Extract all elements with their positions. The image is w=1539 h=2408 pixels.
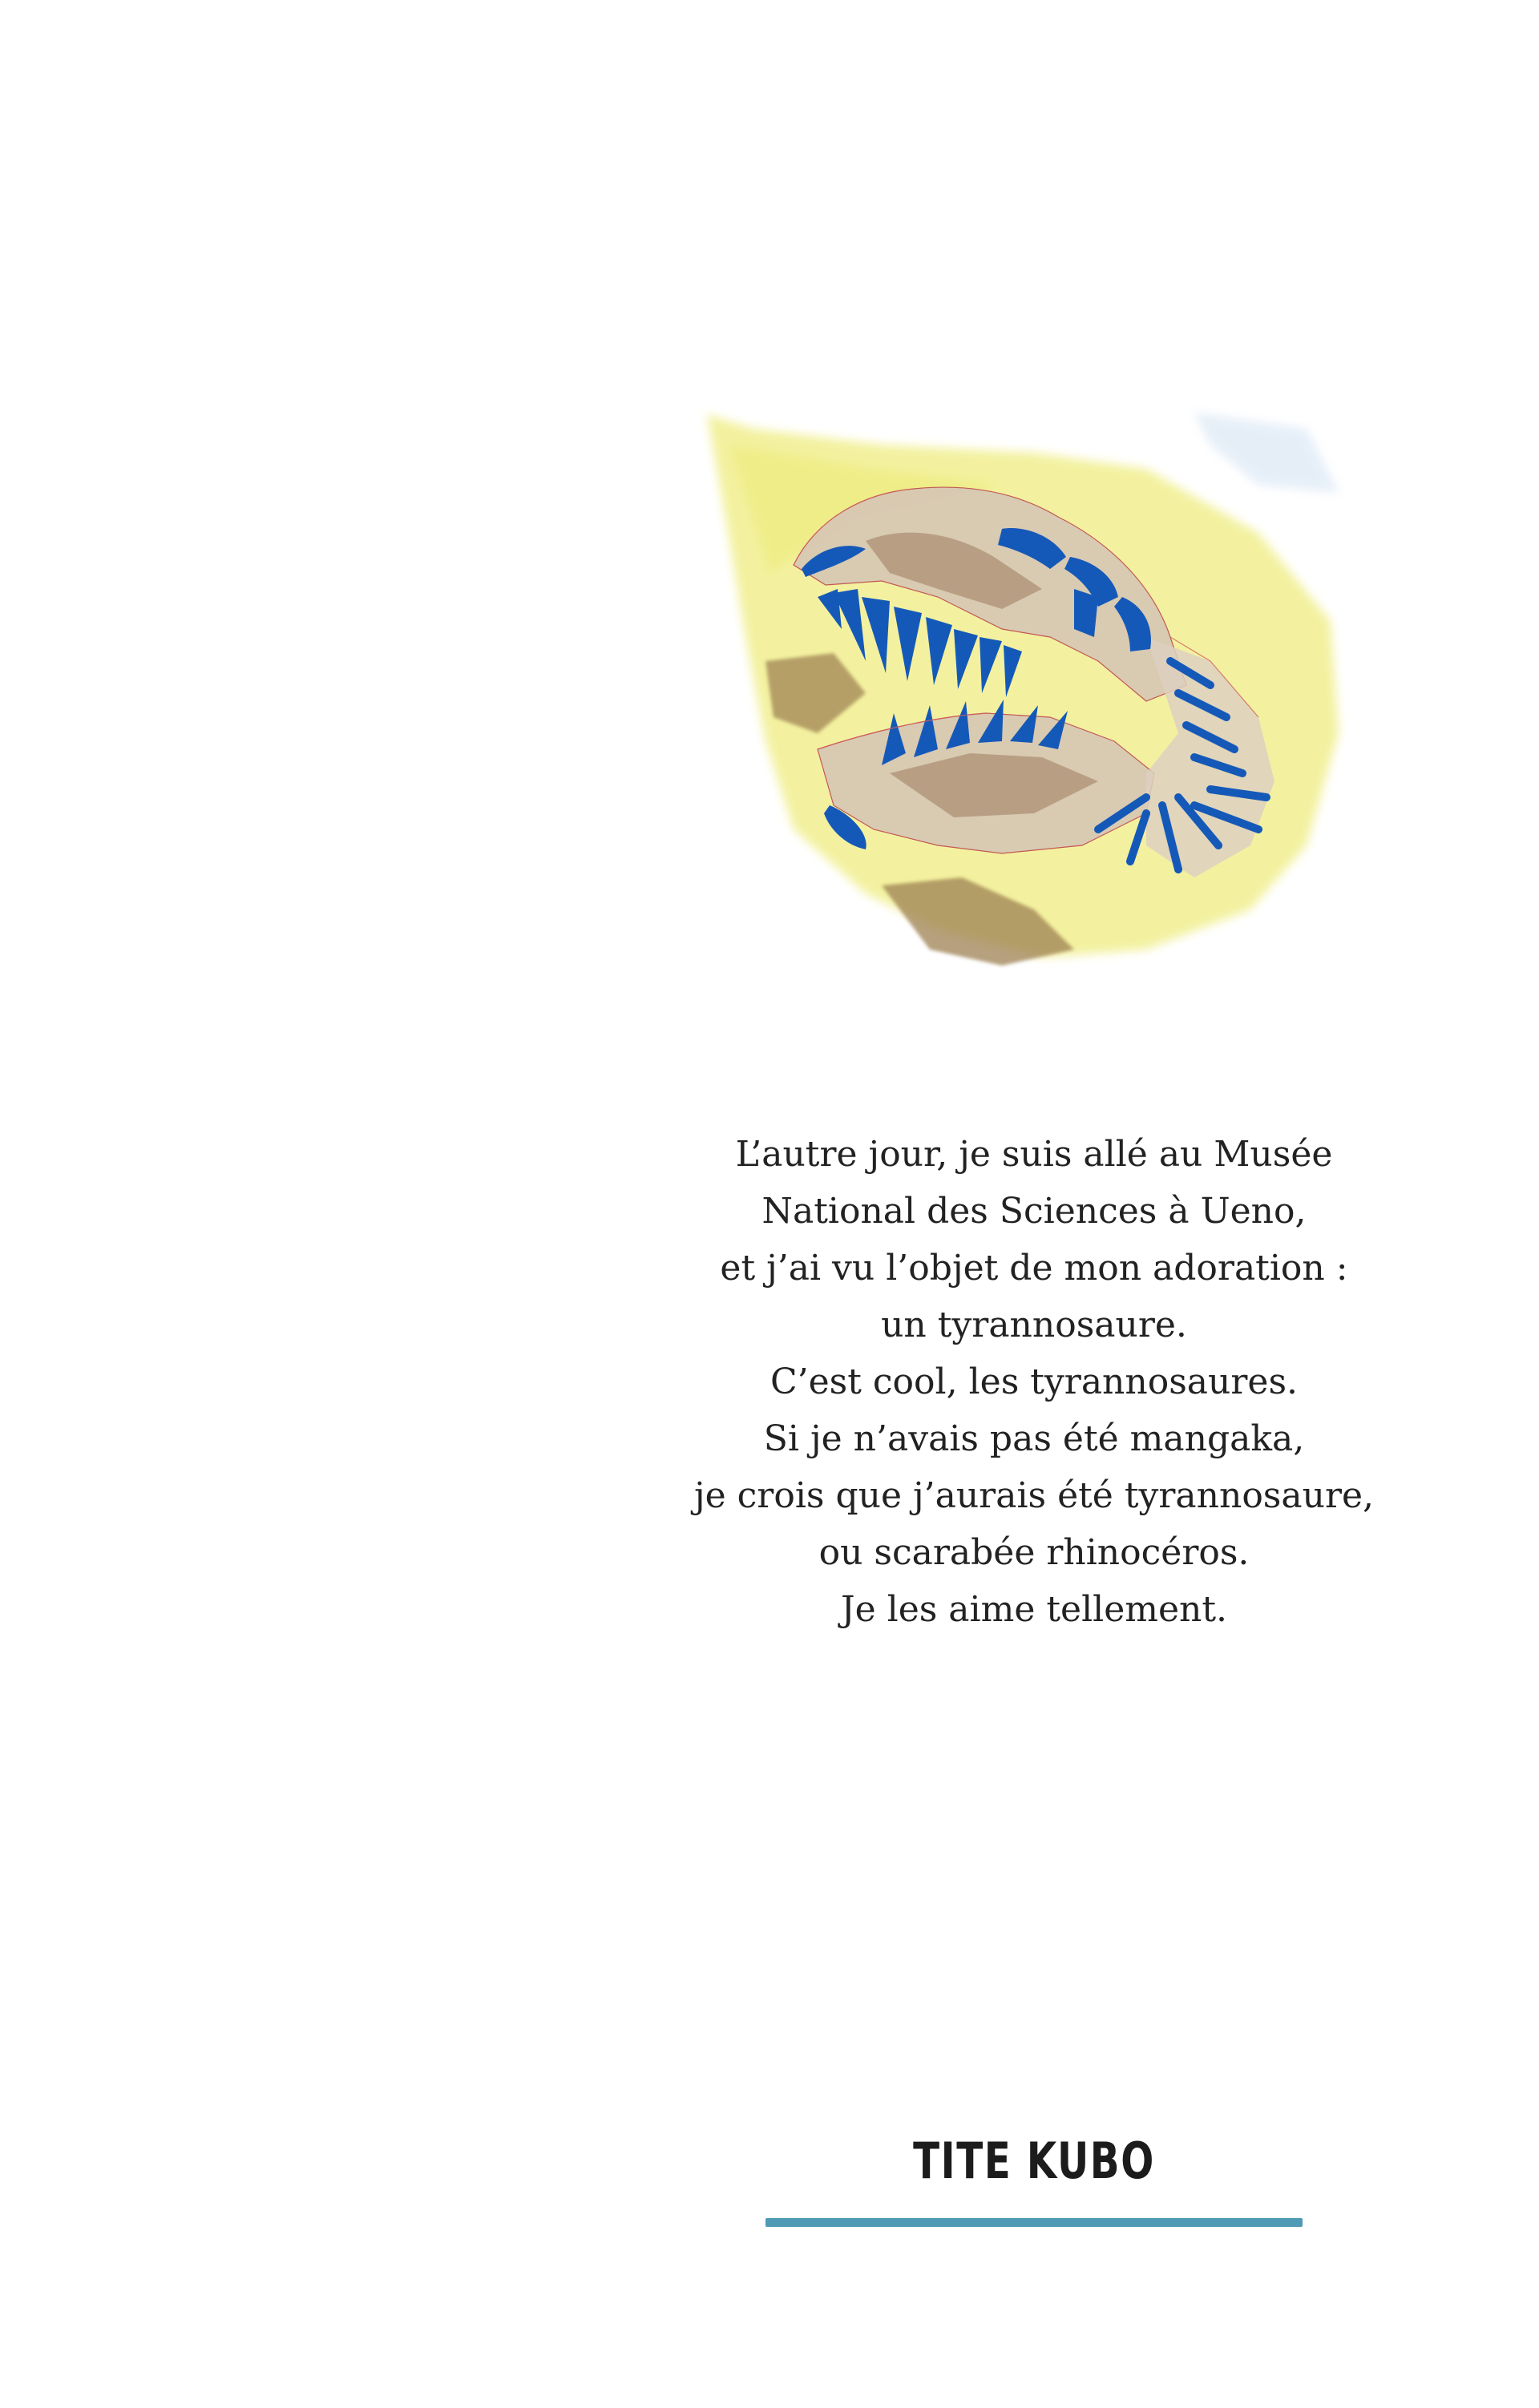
poem-line: et j’ai vu l’objet de mon adoration : — [720, 1248, 1348, 1289]
poem-line: ou scarabée rhinocéros. — [818, 1532, 1250, 1573]
author-underline-rule — [765, 2218, 1303, 2227]
poem-line: C’est cool, les tyrannosaures. — [770, 1361, 1299, 1402]
poem-line: je crois que j’aurais été tyrannosaure, — [693, 1475, 1375, 1516]
tyrannosaurus-skull-illustration — [697, 397, 1363, 982]
poem-line: Je les aime tellement. — [840, 1589, 1228, 1630]
poem-text-block — [609, 1126, 1459, 1638]
poem-line: un tyrannosaure. — [881, 1305, 1187, 1345]
author-name: TITE KUBO — [913, 2132, 1155, 2190]
poem-line: L’autre jour, je suis allé au Musée — [735, 1134, 1333, 1175]
poem-line: National des Sciences à Ueno, — [761, 1191, 1307, 1232]
poem-line: Si je n’avais pas été mangaka, — [763, 1418, 1305, 1459]
